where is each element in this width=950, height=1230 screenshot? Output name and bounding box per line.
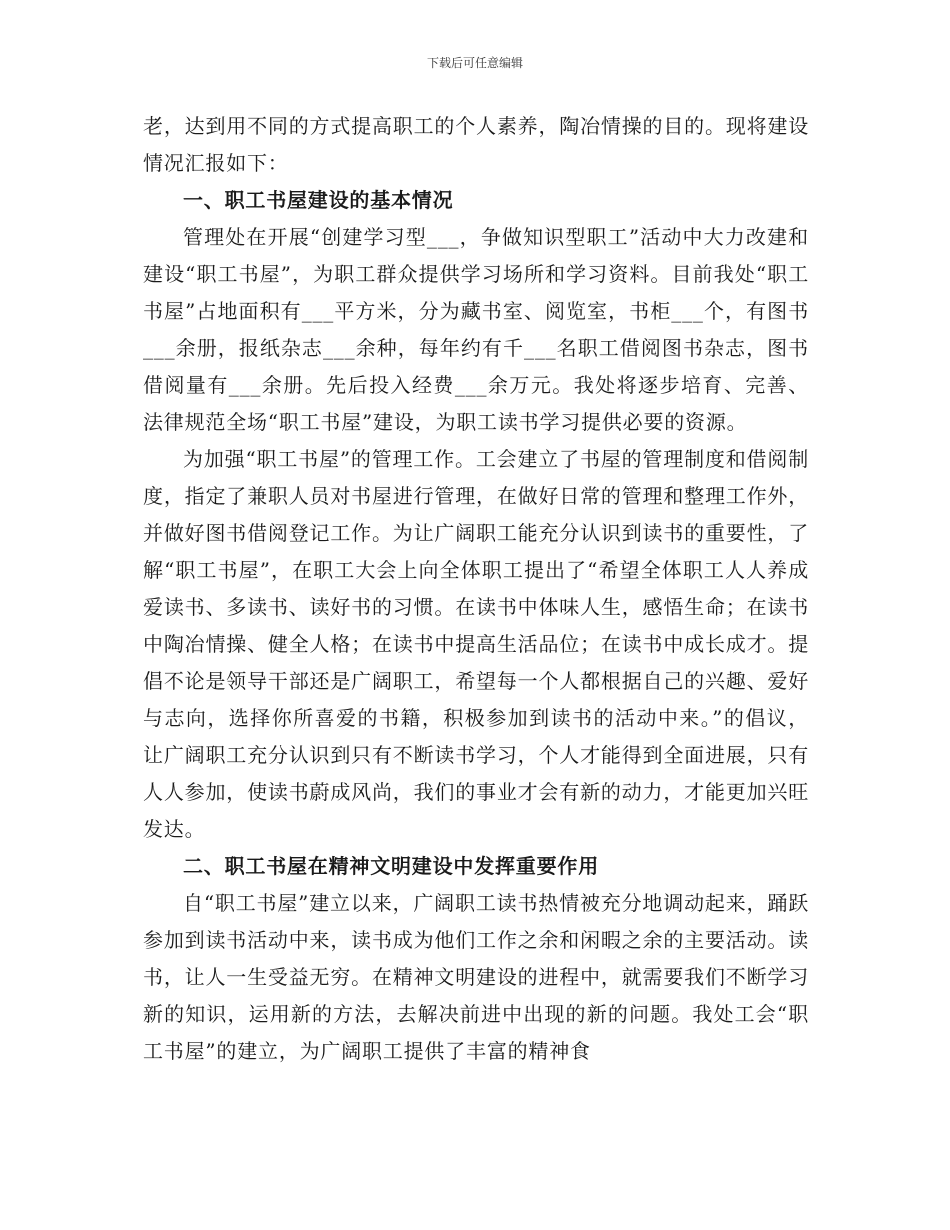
paragraph: 管理处在开展“创建学习型___，争做知识型职工”活动中大力改建和建设“职工书屋”，为职工群众提供学习场所和学习资料。目前我处“职工书屋”占地面积有___平方米，分为藏书室、阅览室，书柜___个，有图书___余册，报纸杂志___余种，每年约有千___名职工借阅图书杂志，图书借阅量有___余册。先后投入经费___余万元。我处将逐步培育、完善、法律规范全场“职工书屋”建设，为职工读书学习提供必要的资源。 bbox=[143, 225, 809, 434]
section-heading-1: 一、职工书屋建设的基本情况 bbox=[183, 188, 454, 212]
section-heading-2: 二、职工书屋在精神文明建设中发挥重要作用 bbox=[183, 854, 599, 878]
paragraph-continuation: 老，达到用不同的方式提高职工的个人素养，陶冶情操的目的。现将建设情况汇报如下： bbox=[143, 114, 809, 175]
page-header: 下载后可任意编辑 bbox=[426, 56, 523, 70]
paragraph: 自“职工书屋”建立以来，广阔职工读书热情被充分地调动起来，踊跃参加到读书活动中来，读书成为他们工作之余和闲暇之余的主要活动。读书，让人一生受益无穷。在精神文明建设的进程中，就需要我们不断学习新的知识，运用新的方法，去解决前进中出现的新的问题。我处工会“职工书屋”的建立，为广阔职工提供了丰富的精神食 bbox=[143, 891, 809, 1063]
paragraph: 为加强“职工书屋”的管理工作。工会建立了书屋的管理制度和借阅制度，指定了兼职人员对书屋进行管理，在做好日常的管理和整理工作外，并做好图书借阅登记工作。为让广阔职工能充分认识到读书的重要性，了解“职工书屋”，在职工大会上向全体职工提出了“希望全体职工人人养成爱读书、多读书、读好书的习惯。在读书中体味人生，感悟生命；在读书中陶冶情操、健全人格；在读书中提高生活品位；在读书中成长成才。提倡不论是领导干部还是广阔职工，希望每一个人都根据自己的兴趣、爱好与志向，选择你所喜爱的书籍，积极参加到读书的活动中来。”的倡议，让广阔职工充分认识到只有不断读书学习，个人才能得到全面进展，只有人人参加，使读书蔚成风尚，我们的事业才会有新的动力，才能更加兴旺发达。 bbox=[143, 447, 809, 841]
document-body bbox=[143, 108, 809, 1070]
